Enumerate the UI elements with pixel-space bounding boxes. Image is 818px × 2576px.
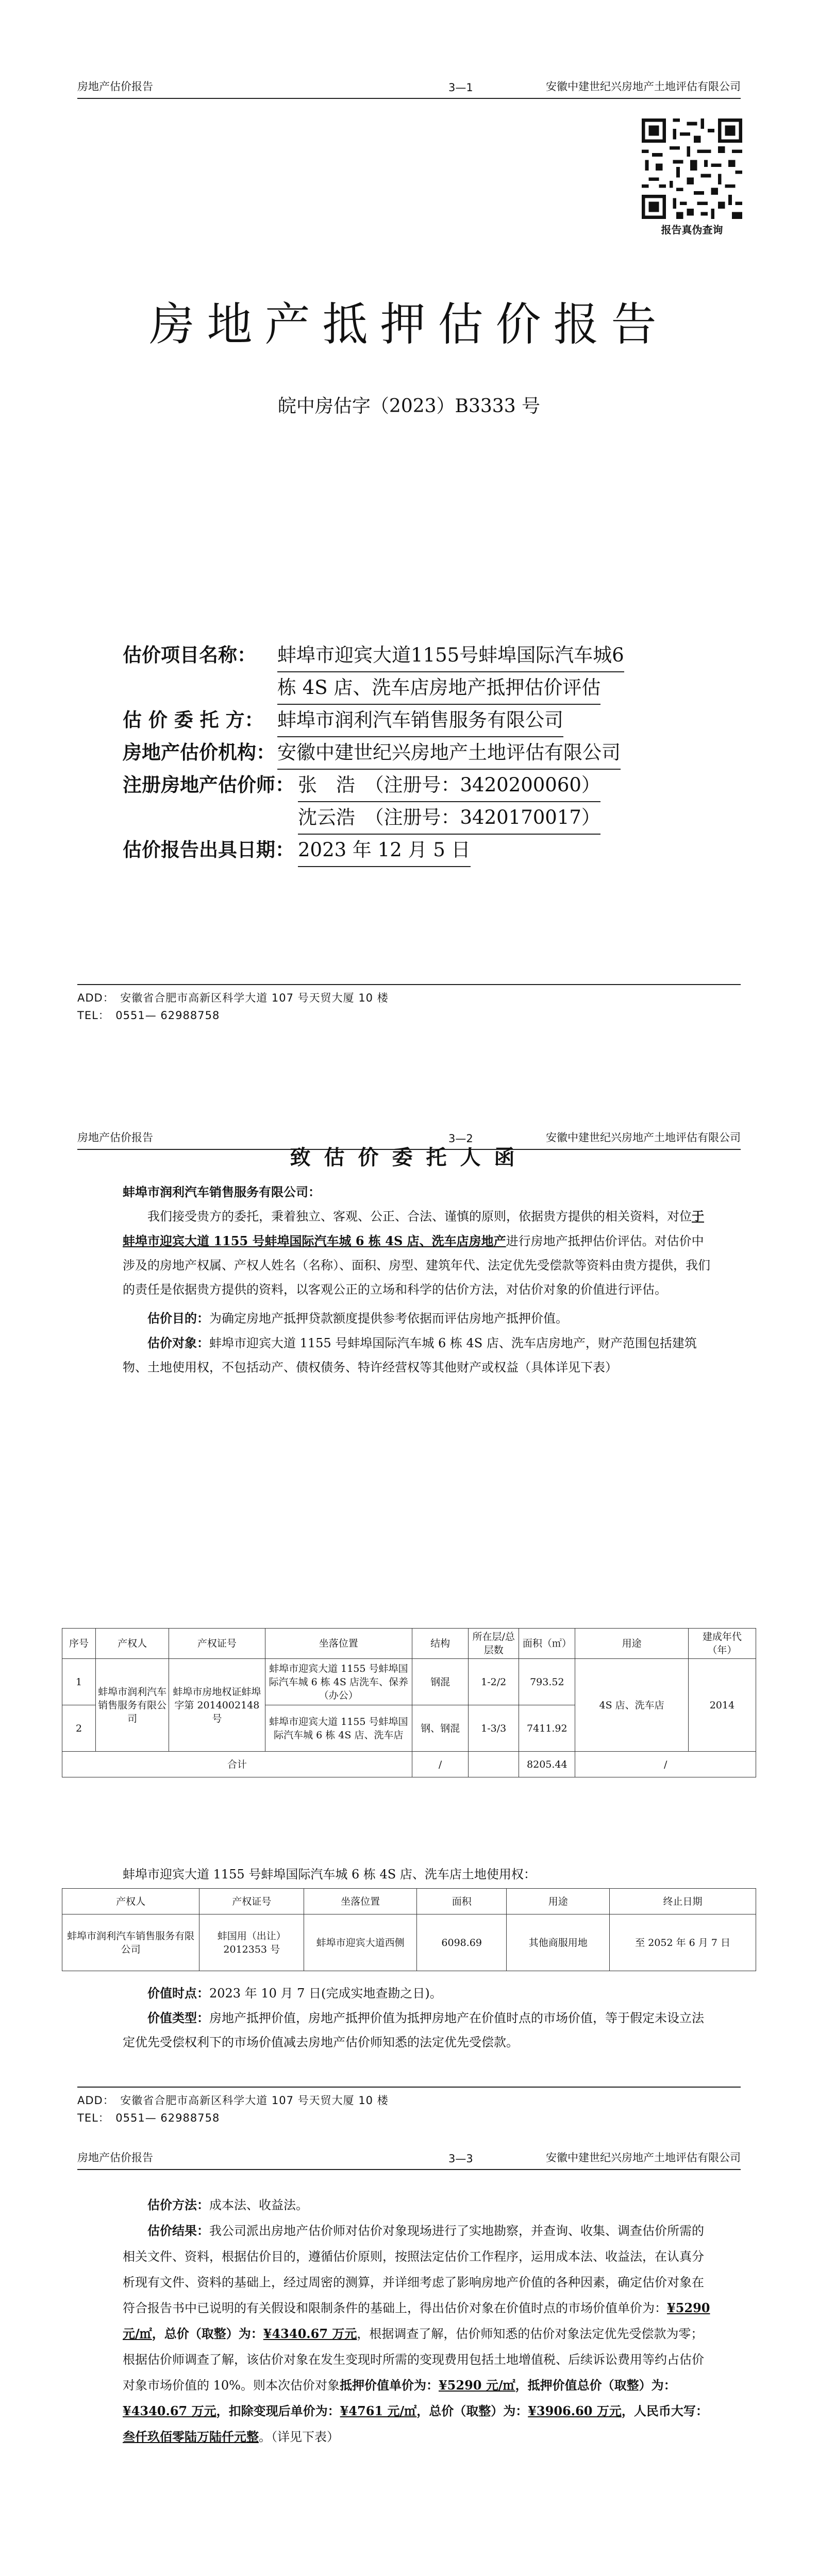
date-value: 2023 年 12 月 5 日 (298, 834, 471, 867)
cover-page (0, 0, 818, 1056)
mortgage-unit-price: ¥5290 元/㎡ (438, 2378, 515, 2393)
cell-area: 793.52 (519, 1659, 575, 1705)
col-header: 所在层/总层数 (469, 1629, 519, 1659)
capital-label: ，人民币大写： (621, 2403, 708, 2418)
net-unit-label: ，扣除变现后单价为： (216, 2403, 340, 2418)
letter-body-1 (123, 1180, 715, 1380)
cell-location: 蚌埠市迎宾大道 1155 号蚌埠国际汽车城 6 栋 4S 店、洗车店 (265, 1705, 412, 1752)
cell-floor: 1-3/3 (469, 1705, 519, 1752)
agency-row (123, 736, 715, 769)
report-number: 皖中房估字（2023）B3333 号 (277, 396, 541, 417)
market-total-label: ，总价（取整）为： (152, 2326, 263, 2341)
intro-text-a: 我们接受贵方的委托，秉着独立、客观、公正、合法、谨慎的原则，依据贵方提供的相关资料，对位 (147, 1209, 692, 1224)
capital-value: 叁仟玖佰零陆万陆仟元整 (123, 2429, 259, 2444)
appraiser-1: 张 浩 （注册号：3420200060） (298, 769, 600, 802)
method-paragraph (123, 2192, 715, 2218)
intro-text-c: 进行房地产抵押估价评估。对估价中涉及的房地产权属、产权人姓名（名称）、面积、房型、建筑年代、法定优先受偿款等资料由贵方提供，我们的责任是依据贵方提供的资料，以客观公正的立场和科学的估价方法，对估价对象的价值进行评估。 (123, 1234, 710, 1297)
mortgage-total-price: ¥4340.67 万元 (123, 2403, 216, 2418)
footer-address: ADD： 安徽省合肥市高新区科学大道 107 号天贸大厦 10 楼 (77, 992, 389, 1004)
project-label: 估价项目名称： (123, 643, 256, 666)
table-total-row (62, 1752, 756, 1777)
col-header: 用途 (575, 1629, 688, 1659)
market-unit-price: ¥5290 元/㎡ (123, 2300, 710, 2341)
object-text: 蚌埠市迎宾大道 1155 号蚌埠国际汽车城 6 栋 4S 店、洗车店房地产，财产范围包括建筑物、土地使用权，不包括动产、债权债务、特许经营权等其他财产或权益（具体详见下表） (123, 1336, 697, 1375)
page-header (77, 2148, 741, 2170)
cell-blank: / (575, 1752, 756, 1777)
col-header: 产权人 (62, 1889, 199, 1914)
qr-caption: 报告真伪查询 (661, 224, 723, 236)
col-header: 结构 (412, 1629, 469, 1659)
report-title: 房地产抵押估价报告 (149, 298, 669, 351)
header-page-number: 3—3 (448, 2153, 473, 2165)
object-paragraph (123, 1331, 715, 1380)
salutation: 蚌埠市润利汽车销售服务有限公司： (123, 1184, 321, 1199)
agency-value: 安徽中建世纪兴房地产土地评估有限公司 (277, 736, 621, 770)
cell-owner: 蚌埠市润利汽车销售服务有限公司 (96, 1659, 169, 1752)
agency-label: 房地产估价机构： (123, 741, 275, 764)
type-paragraph (123, 2006, 715, 2055)
page-footer (77, 984, 741, 1024)
footer-tel: TEL： 0551— 62988758 (77, 2112, 220, 2124)
project-value-line1: 蚌埠市迎宾大道1155号蚌埠国际汽车城6 (277, 639, 624, 672)
appraiser-label: 注册房地产估价师： (123, 773, 294, 796)
cell-structure: 钢、钢混 (412, 1705, 469, 1752)
date-label: 估价报告出具日期： (123, 838, 294, 861)
cell-total-label: 合计 (62, 1752, 412, 1777)
col-header: 坐落位置 (265, 1629, 412, 1659)
result-paragraph (123, 2218, 715, 2450)
qr-code[interactable] (642, 118, 742, 219)
cell-cert: 蚌国用（出让）2012353 号 (199, 1914, 304, 1971)
cell-usage: 4S 店、洗车店 (575, 1659, 688, 1752)
col-header: 产权人 (96, 1629, 169, 1659)
table-header-row (62, 1889, 756, 1914)
cell-usage: 其他商服用地 (507, 1914, 610, 1971)
col-header: 终止日期 (610, 1889, 756, 1914)
letter-body-2 (123, 1981, 715, 2055)
net-total-label: ，总价（取整）为： (416, 2403, 528, 2418)
table-header-row (62, 1629, 756, 1659)
header-left: 房地产估价报告 (77, 1131, 153, 1144)
method-label: 估价方法： (147, 2197, 209, 2212)
col-header: 序号 (62, 1629, 96, 1659)
cell-floor: 1-2/2 (469, 1659, 519, 1705)
cell-area: 7411.92 (519, 1705, 575, 1752)
table-note: 。（详见下表） (259, 2430, 339, 2444)
land-table (62, 1888, 756, 1971)
client-label: 估 价 委 托 方： (123, 708, 264, 731)
client-value: 蚌埠市润利汽车销售服务有限公司 (277, 704, 563, 737)
cell-location: 蚌埠市迎宾大道西侧 (304, 1914, 417, 1971)
mortgage-total-label: ，抵押价值总价（取整）为： (515, 2378, 676, 2393)
result-label: 估价结果： (147, 2223, 209, 2238)
mortgage-unit-label: 抵押价值单价为： (339, 2378, 439, 2393)
intro-text-property: 于蚌埠市迎宾大道 1155 号蚌埠国际汽车城 6 栋 4S 店、洗车店房地产 (123, 1209, 704, 1248)
cell-no: 2 (62, 1705, 96, 1752)
col-header: 面积 (417, 1889, 507, 1914)
page-header (77, 77, 741, 99)
project-row (123, 639, 715, 671)
land-caption: 蚌埠市迎宾大道 1155 号蚌埠国际汽车城 6 栋 4S 店、洗车店土地使用权： (123, 1867, 536, 1882)
cell-cert: 蚌埠市房地权证蚌埠字第 2014002148 号 (169, 1659, 265, 1752)
cell-end-date: 至 2052 年 6 月 7 日 (610, 1914, 756, 1971)
cell-area: 6098.69 (417, 1914, 507, 1971)
header-left: 房地产估价报告 (77, 2151, 153, 2164)
header-company: 安徽中建世纪兴房地产土地评估有限公司 (546, 1131, 741, 1144)
date-paragraph (123, 1981, 715, 2006)
project-value-line2: 栋 4S 店、洗车店房地产抵押估价评估 (277, 671, 600, 705)
cell-no: 1 (62, 1659, 96, 1705)
cover-info (123, 639, 715, 866)
header-page-number: 3—2 (448, 1132, 473, 1145)
cell-total-area: 8205.44 (519, 1752, 575, 1777)
header-company: 安徽中建世纪兴房地产土地评估有限公司 (546, 80, 741, 93)
letter-heading: 致估价委托人函 (290, 1146, 528, 1170)
col-header: 产权证号 (199, 1889, 304, 1914)
purpose-text: 为确定房地产抵押贷款额度提供参考依据而评估房地产抵押价值。 (209, 1311, 568, 1326)
value-date-label: 价值时点： (147, 1986, 209, 2001)
col-header: 坐落位置 (304, 1889, 417, 1914)
appraiser-row (123, 769, 715, 801)
method-text: 成本法、收益法。 (209, 2198, 308, 2212)
object-label: 估价对象： (147, 1335, 209, 1350)
result-text-b: ，根据调查了解，估价师知悉的估价对象法定优先受偿款为零；根据估价师调查了解，该估价对象在发生变现时所需的变现费用包括土地增值税、后续诉讼费用等约占估价对象市场价值的 10%。则本次估价对象 (123, 2327, 704, 2393)
result-text-a: 我公司派出房地产估价师对估价对象现场进行了实地勘察，并查询、收集、调查估价所需的相关文件、资料，根据估价目的，遵循估价原则，按照法定估价工作程序，运用成本法、收益法，在认真分析现有文件、资料的基础上，经过周密的测算，并详细考虑了影响房地产价值的各种因素，确定估价对象在符合报告书中已说明的有关假设和限制条件的基础上，得出估价对象在价值时点的市场价值单价为： (123, 2224, 704, 2315)
client-row (123, 704, 715, 736)
col-header: 用途 (507, 1889, 610, 1914)
footer-tel: TEL： 0551— 62988758 (77, 1009, 220, 1022)
cell-structure: 钢混 (412, 1659, 469, 1705)
cell-year: 2014 (688, 1659, 756, 1752)
cell-blank: / (412, 1752, 469, 1777)
header-page-number: 3—1 (448, 81, 473, 94)
table-row (62, 1914, 756, 1971)
letter-body-3 (123, 2192, 715, 2450)
property-table (62, 1628, 756, 1777)
value-type-label: 价值类型： (147, 2010, 209, 2025)
purpose-paragraph (123, 1306, 715, 1331)
appraiser-2: 沈云浩 （注册号：3420170017） (298, 801, 600, 835)
col-header: 产权证号 (169, 1629, 265, 1659)
table-row (62, 1659, 756, 1705)
col-header: 建成年代（年） (688, 1629, 756, 1659)
value-type-text: 房地产抵押价值，房地产抵押价值为抵押房地产在价值时点的市场价值，等于假定未设立法定优先受偿权利下的市场价值减去房地产估价师知悉的法定优先受偿款。 (123, 2011, 704, 2049)
page-footer (77, 2087, 741, 2127)
col-header: 面积（㎡） (519, 1629, 575, 1659)
value-date-text: 2023 年 10 月 7 日(完成实地查勘之日)。 (209, 1986, 442, 2001)
purpose-label: 估价目的： (147, 1311, 209, 1326)
header-left: 房地产估价报告 (77, 80, 153, 93)
date-row (123, 834, 715, 866)
net-total-price: ¥3906.60 万元 (528, 2403, 622, 2418)
header-company: 安徽中建世纪兴房地产土地评估有限公司 (546, 2151, 741, 2164)
net-unit-price: ¥4761 元/㎡ (340, 2403, 417, 2418)
intro-paragraph (123, 1204, 715, 1302)
market-total-price: ¥4340.67 万元 (263, 2326, 357, 2341)
cell-location: 蚌埠市迎宾大道 1155 号蚌埠国际汽车城 6 栋 4S 店洗车、保养（办公） (265, 1659, 412, 1705)
cell-owner: 蚌埠市润利汽车销售服务有限公司 (62, 1914, 199, 1971)
footer-address: ADD： 安徽省合肥市高新区科学大道 107 号天贸大厦 10 楼 (77, 2094, 389, 2107)
